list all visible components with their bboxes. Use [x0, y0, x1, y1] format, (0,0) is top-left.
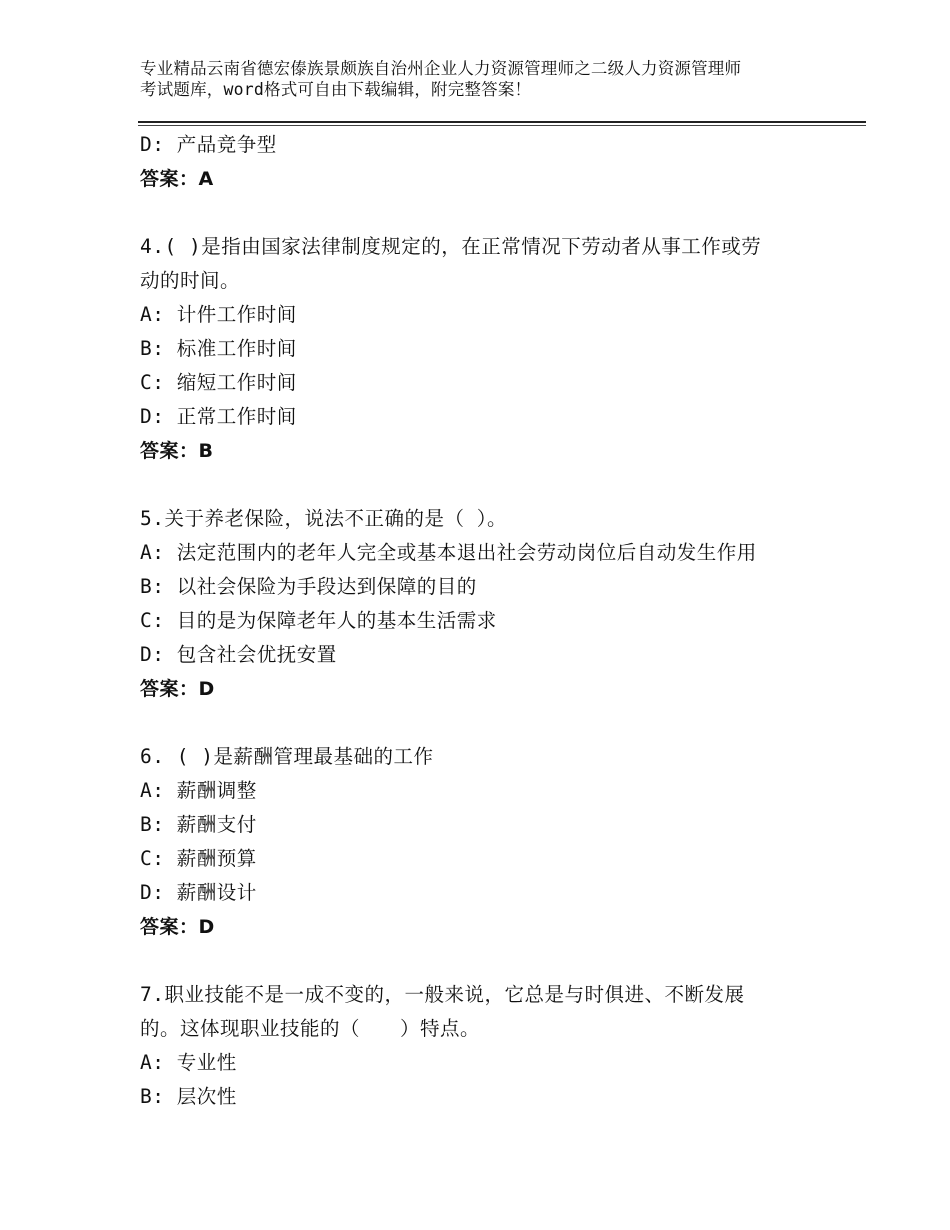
question-5	[140, 502, 840, 706]
question-6	[140, 740, 840, 944]
spacer	[140, 468, 840, 502]
header-title-line-1: 专业精品云南省德宏傣族景颇族自治州企业人力资源管理师之二级人力资源管理师	[140, 59, 742, 78]
option-a: A: 薪酬调整	[140, 779, 257, 802]
header-rule-thin	[138, 125, 866, 126]
option-c: C: 薪酬预算	[140, 847, 257, 870]
header-title-line-2: 考试题库，word格式可自由下载编辑，附完整答案！	[140, 80, 532, 99]
spacer	[140, 196, 840, 230]
question-stem-continued: 的。这体现职业技能的（ ）特点。	[140, 1017, 481, 1040]
answer-line: 答案：D	[140, 678, 215, 700]
page-header	[140, 58, 840, 100]
question-stem: 7.职业技能不是一成不变的，一般来说，它总是与时俱进、不断发展	[140, 983, 745, 1006]
question-stem: 4.( )是指由国家法律制度规定的，在正常情况下劳动者从事工作或劳	[140, 235, 762, 258]
answer-line: 答案：B	[140, 440, 214, 462]
answer-line: 答案：D	[140, 916, 215, 938]
option-d: D: 产品竞争型	[140, 133, 277, 156]
option-a: A: 计件工作时间	[140, 303, 297, 326]
option-a: A: 法定范围内的老年人完全或基本退出社会劳动岗位后自动发生作用	[140, 541, 757, 564]
answer-line: 答案：A	[140, 168, 214, 190]
question-stem: 5.关于养老保险，说法不正确的是（ ）。	[140, 507, 507, 530]
question-3-tail	[140, 128, 840, 196]
question-4	[140, 230, 840, 468]
question-list	[140, 128, 840, 1114]
spacer	[140, 706, 840, 740]
header-rule-thick	[138, 121, 866, 123]
option-b: B: 层次性	[140, 1085, 237, 1108]
question-7	[140, 978, 840, 1114]
option-d: D: 包含社会优抚安置	[140, 643, 337, 666]
option-b: B: 以社会保险为手段达到保障的目的	[140, 575, 477, 598]
option-c: C: 目的是为保障老年人的基本生活需求	[140, 609, 497, 632]
option-b: B: 标准工作时间	[140, 337, 297, 360]
option-d: D: 薪酬设计	[140, 881, 257, 904]
option-b: B: 薪酬支付	[140, 813, 257, 836]
spacer	[140, 944, 840, 978]
question-stem-continued: 动的时间。	[140, 269, 241, 292]
question-stem: 6. ( )是薪酬管理最基础的工作	[140, 745, 434, 768]
option-d: D: 正常工作时间	[140, 405, 297, 428]
option-a: A: 专业性	[140, 1051, 237, 1074]
option-c: C: 缩短工作时间	[140, 371, 297, 394]
